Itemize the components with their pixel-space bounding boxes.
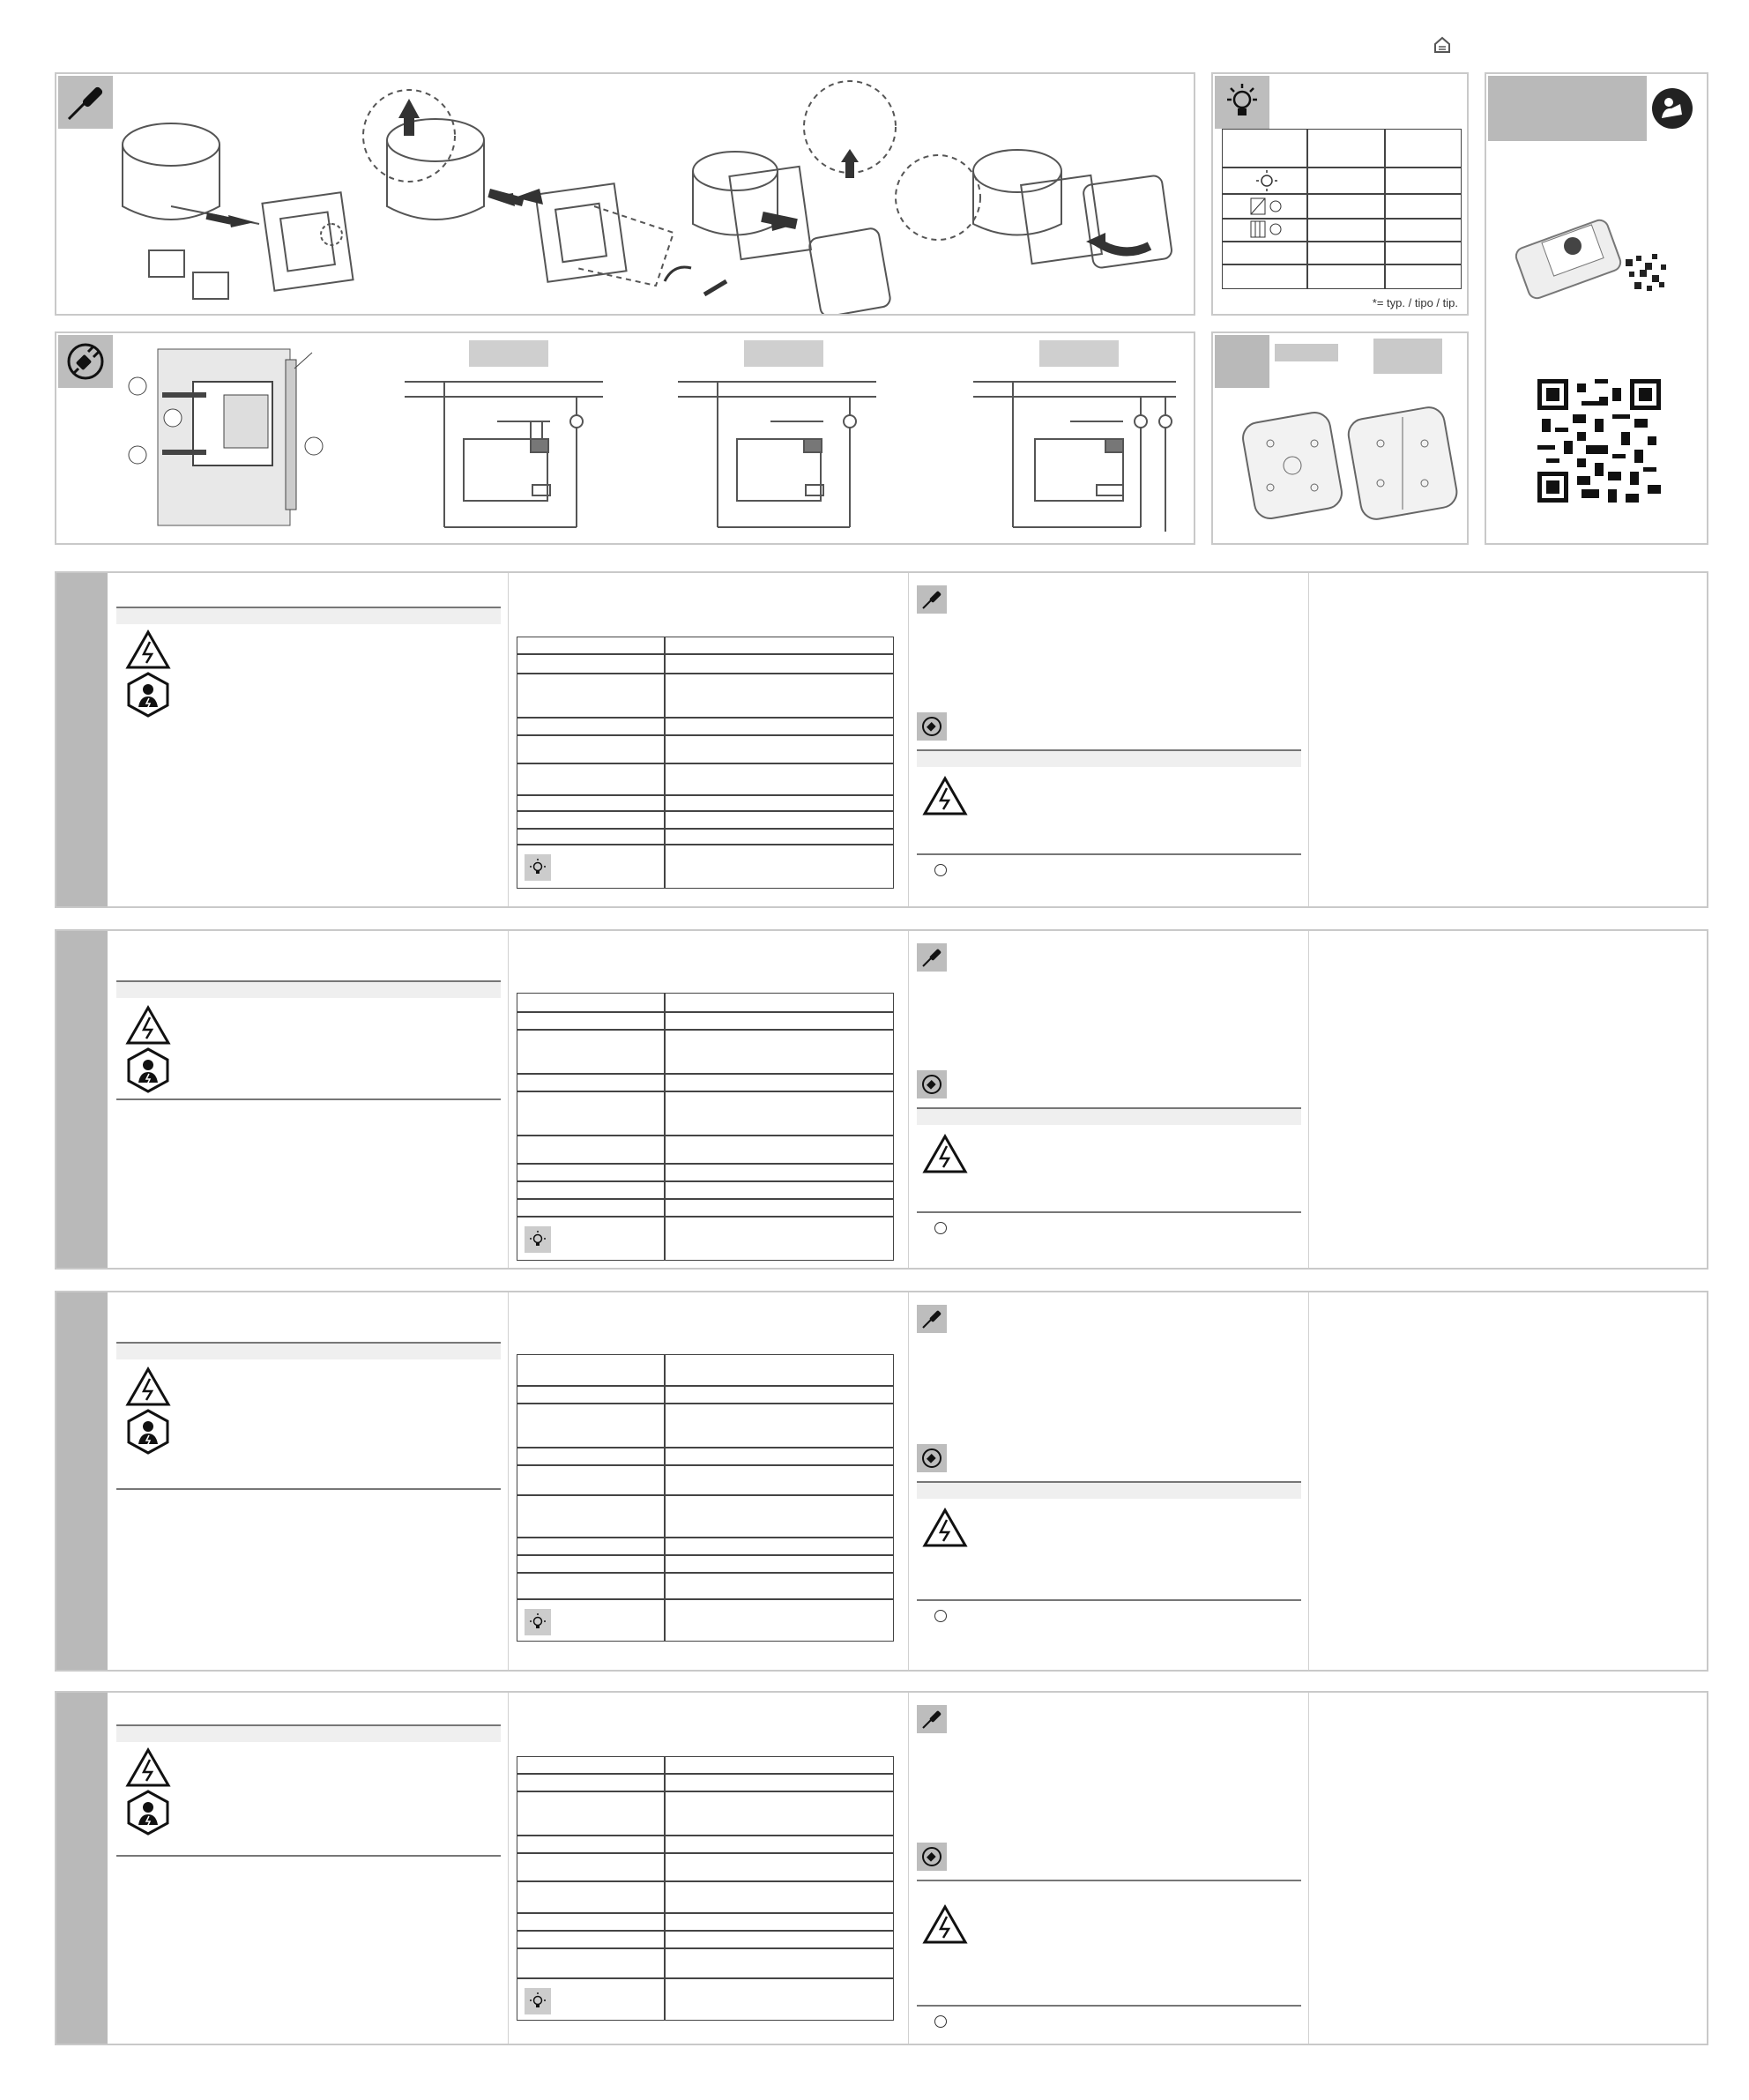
high-voltage-warning-icon: [125, 1005, 171, 1046]
plug-icon: [917, 1843, 947, 1871]
lightbulb-icon: [525, 1226, 551, 1253]
cover-option-label-2: [1373, 339, 1442, 374]
lightbulb-icon: [525, 1988, 551, 2014]
screwdriver-icon: [917, 943, 947, 972]
high-voltage-warning-icon: [125, 1747, 171, 1788]
language-section-1: [55, 571, 1708, 908]
language-tab-4: [56, 1693, 108, 2044]
warning-triangle-icon: [922, 1904, 968, 1945]
plug-icon: [917, 712, 947, 741]
high-voltage-warning-icon: [125, 629, 171, 670]
cover-drawings: [1213, 382, 1467, 540]
spec-table-2: [517, 993, 894, 1261]
language-section-3: [55, 1291, 1708, 1672]
phone-scan-drawing: [1511, 197, 1687, 312]
circle-a-icon: [934, 1222, 947, 1234]
mounting-steps-drawing: [56, 74, 1194, 314]
spec-table-4: [517, 1756, 894, 2021]
spec-table-3: [517, 1354, 894, 1642]
app-panel-header: [1488, 76, 1647, 141]
circle-a-icon: [934, 2015, 947, 2028]
wiring-panel: [55, 331, 1195, 545]
electrician-icon: [125, 1790, 171, 1836]
blinds-lamp-icon: [1249, 220, 1284, 239]
electrician-icon: [125, 1409, 171, 1455]
circle-a-icon: [934, 1610, 947, 1622]
cover-option-label-1: [1275, 344, 1338, 361]
plug-icon: [917, 1444, 947, 1472]
screwdriver-icon: [917, 1705, 947, 1733]
lux-table: [1222, 129, 1462, 289]
cover-options-panel: [1211, 331, 1469, 545]
warning-triangle-icon: [922, 1134, 968, 1174]
cover-options-tab: [1215, 335, 1269, 388]
high-voltage-warning-icon: [125, 1366, 171, 1407]
screwdriver-icon: [917, 585, 947, 614]
lightbulb-icon: [525, 854, 551, 881]
language-tab-3: [56, 1292, 108, 1670]
electrician-icon: [125, 672, 171, 718]
language-section-2: [55, 929, 1708, 1270]
language-tab-1: [56, 573, 108, 906]
app-panel: [1485, 72, 1708, 545]
lightbulb-icon: [525, 1609, 551, 1635]
spec-table-1: [517, 637, 894, 889]
sun-icon: [1254, 170, 1280, 191]
window-lamp-icon: [1249, 197, 1284, 216]
plug-icon: [917, 1070, 947, 1098]
electrician-icon: [125, 1047, 171, 1093]
house-icon: [1433, 35, 1452, 55]
reader-icon: [1652, 88, 1693, 129]
lux-table-panel: [1211, 72, 1469, 316]
wiring-diagrams: [56, 333, 1194, 543]
screwdriver-icon: [917, 1305, 947, 1333]
warning-triangle-icon: [922, 776, 968, 816]
circle-a-icon: [934, 864, 947, 876]
language-tab-2: [56, 931, 108, 1268]
mounting-illustration-panel: [55, 72, 1195, 316]
language-section-4: [55, 1691, 1708, 2045]
warning-triangle-icon: [922, 1508, 968, 1548]
lux-table-footnote: *= typ. / tipo / tip.: [1372, 296, 1458, 309]
qr-code: [1537, 379, 1661, 503]
lightbulb-icon: [1215, 76, 1269, 129]
